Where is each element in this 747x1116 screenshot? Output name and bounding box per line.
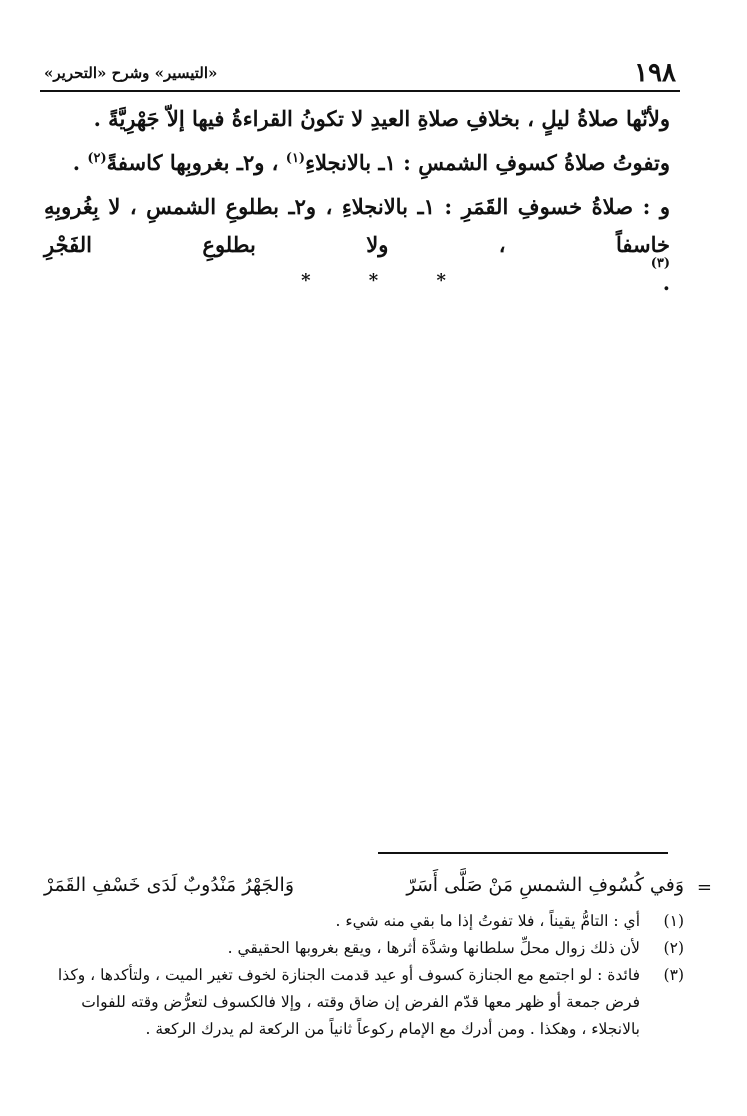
paragraph-2-part-c: . [72,150,88,175]
footnote-text: أي : التامُّ يقيناً ، فلا تفوتُ إذا ما بقي منه شيء . [335,912,640,930]
footnote-number: (٢) [663,939,684,957]
footnote-ref-2[interactable]: (٢) [87,151,107,166]
footnote-number: (٣) [663,966,684,984]
verse-hemistich-first: وَفي كُسُوفِ الشمسِ مَنْ صَلَّى أَسَرّ [406,874,684,896]
section-separator: * * * [301,270,472,291]
continuation-marker: = [696,877,712,898]
paragraph-1: ولأنّها صلاةُ ليلٍ ، بخلافِ صلاةِ العيدِ لا تكونُ القراءةُ فيها إلاّ جَهْرِيَّةً . [93,106,670,131]
running-title: «التيسير» وشرح «التحرير» [44,64,218,82]
paragraph-3-line-2-end: . [662,270,670,295]
paragraph-3-line-2: خاسفاً ، ولا بطلوعِ الفَجْرِ (٣) . [44,226,670,302]
page-number: ١٩٨ [634,58,676,88]
paragraph-3-line-2-text: خاسفاً ، ولا بطلوعِ الفَجْرِ [44,232,670,257]
paragraph-2-part-a: وتفوتُ صلاةُ كسوفِ الشمسِ : ١ـ بالانجلاءِ [305,150,670,175]
footnote-1 [44,908,684,935]
page-header [40,56,680,92]
footnote-text: فائدة : لو اجتمع مع الجنازة كسوف أو عيد قدمت الجنازة لخوف تغير الميت ، ولتأكدها ، وكذا فرض جمعة أو ظهر معها قدّم الفرض إن ضاق وقته ، وإلا فالكسوف لتعرُّض وقته للفوات بالانجلاء ، وهكذا . ومن أدرك مع الإمام ركوعاً ثانياً من الركعة لم يدرك الركعة . [57,966,640,1038]
verse-line [44,872,712,908]
verse-hemistich-second: وَالجَهْرُ مَنْدُوبٌ لَدَى خَسْفِ القَمَرْ [44,874,294,896]
paragraph-2-part-b: ، و٢ـ بغروبِها كاسفةً [106,150,286,175]
footnotes [44,872,712,1043]
footnote-3 [44,962,684,1043]
footnote-text: لأن ذلك زوال محلِّ سلطانها وشدَّة أثرها ، ويقع بغروبها الحقيقي . [227,939,640,957]
footnote-number: (١) [663,912,684,930]
footnote-2 [44,935,684,962]
footnote-ref-1[interactable]: (١) [285,151,306,166]
paragraph-3-line-1: و : صلاةُ خسوفِ القَمَرِ : ١ـ بالانجلاءِ ، و٢ـ بطلوعِ الشمسِ ، لا بِغُروبِهِ [44,194,670,219]
footnote-divider [378,852,668,854]
paragraph-2 [44,144,670,182]
